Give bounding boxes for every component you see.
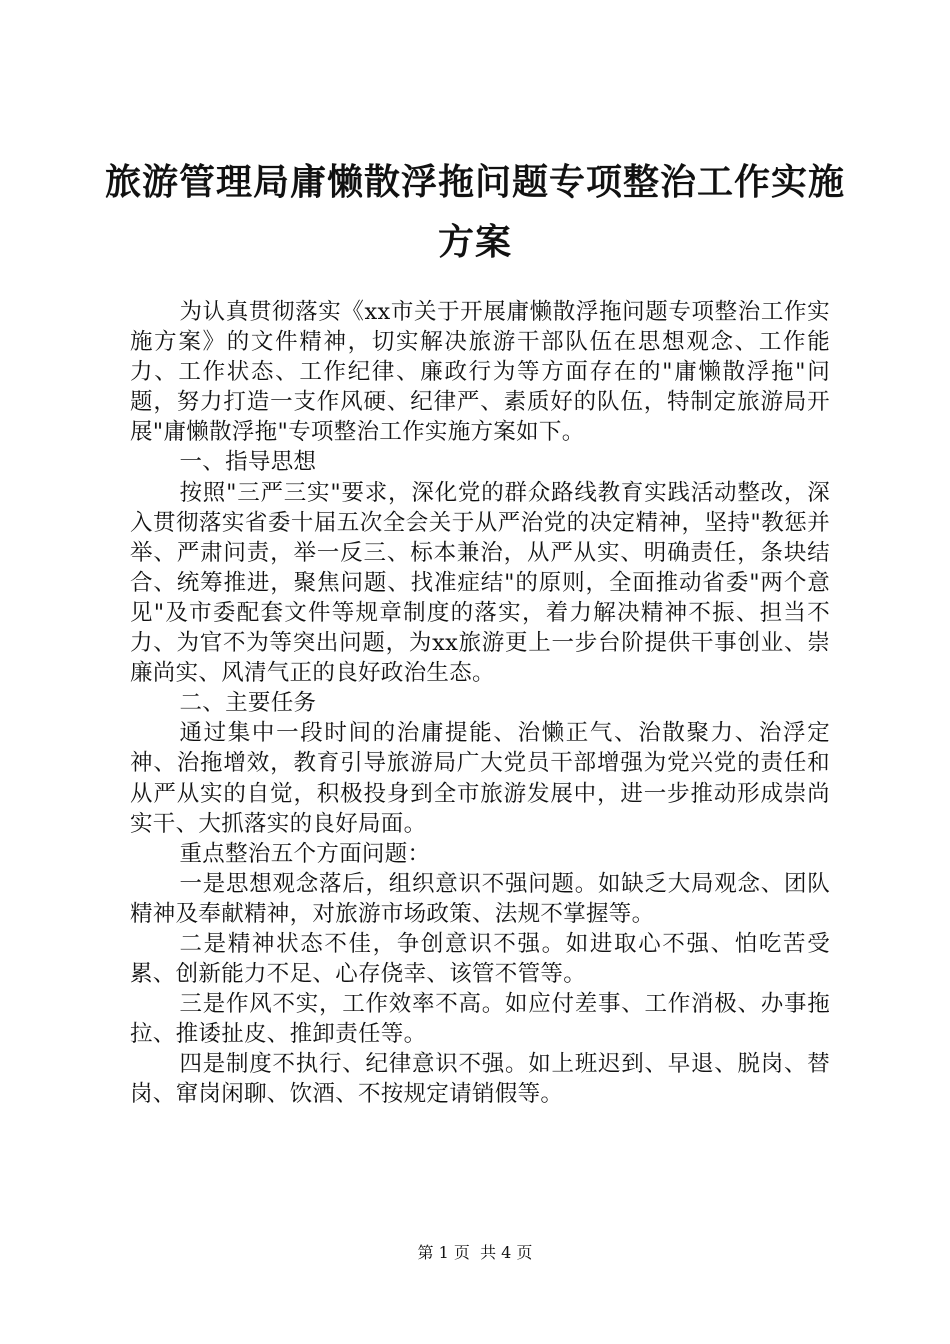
page-footer: 第 1 页 共 4 页 xyxy=(417,1243,533,1262)
issue-item-4: 四是制度不执行、纪律意识不强。如上班迟到、早退、脱岗、替岗、窜岗闲聊、饮酒、不按规定请销假等。 xyxy=(130,1051,830,1108)
intro-paragraph: 为认真贯彻落实《xx市关于开展庸懒散浮拖问题专项整治工作实施方案》的文件精神，切实解决旅游干部队伍在思想观念、工作能力、工作状态、工作纪律、廉政行为等方面存在的"庸懒散浮拖"问题，努力打造一支作风硬、纪律严、素质好的队伍，特制定旅游局开展"庸懒散浮拖"专项整治工作实施方案如下。 xyxy=(130,299,830,446)
document-title-line-2: 方案 xyxy=(437,221,512,263)
issue-item-3: 三是作风不实，工作效率不高。如应付差事、工作消极、办事拖拉、推诿扯皮、推卸责任等。 xyxy=(130,991,830,1048)
main-tasks-paragraph: 通过集中一段时间的治庸提能、治懒正气、治散聚力、治浮定神、治拖增效，教育引导旅游局广大党员干部增强为党兴党的责任和从严从实的自觉，积极投身到全市旅游发展中，进一步推动形成崇尚实干、大抓落实的良好局面。 xyxy=(130,720,830,837)
document-body xyxy=(130,297,830,1110)
section-heading-main-tasks: 二、主要任务 xyxy=(179,690,317,717)
section-heading-guiding-thought: 一、指导思想 xyxy=(179,449,317,476)
key-issues-intro: 重点整治五个方面问题： xyxy=(179,840,431,867)
issue-item-2: 二是精神状态不佳，争创意识不强。如进取心不强、怕吃苦受累、创新能力不足、心存侥幸、该管不管等。 xyxy=(130,930,830,988)
issue-item-1: 一是思想观念落后，组织意识不强问题。如缺乏大局观念、团队精神及奉献精神，对旅游市场政策、法规不掌握等。 xyxy=(130,870,830,927)
guiding-thought-paragraph: 按照"三严三实"要求，深化党的群众路线教育实践活动整改，深入贯彻落实省委十届五次全会关于从严治党的决定精神，坚持"教惩并举、严肃问责，举一反三、标本兼治，从严从实、明确责任，条块结合、统筹推进，聚焦问题、找准症结"的原则，全面推动省委"两个意见"及市委配套文件等规章制度的落实，着力解决精神不振、担当不力、为官不为等突出问题，为xx旅游更上一步台阶提供干事创业、崇廉尚实、风清气正的良好政治生态。 xyxy=(130,479,830,687)
document-title-line-1: 旅游管理局庸懒散浮拖问题专项整治工作实施 xyxy=(104,161,845,203)
